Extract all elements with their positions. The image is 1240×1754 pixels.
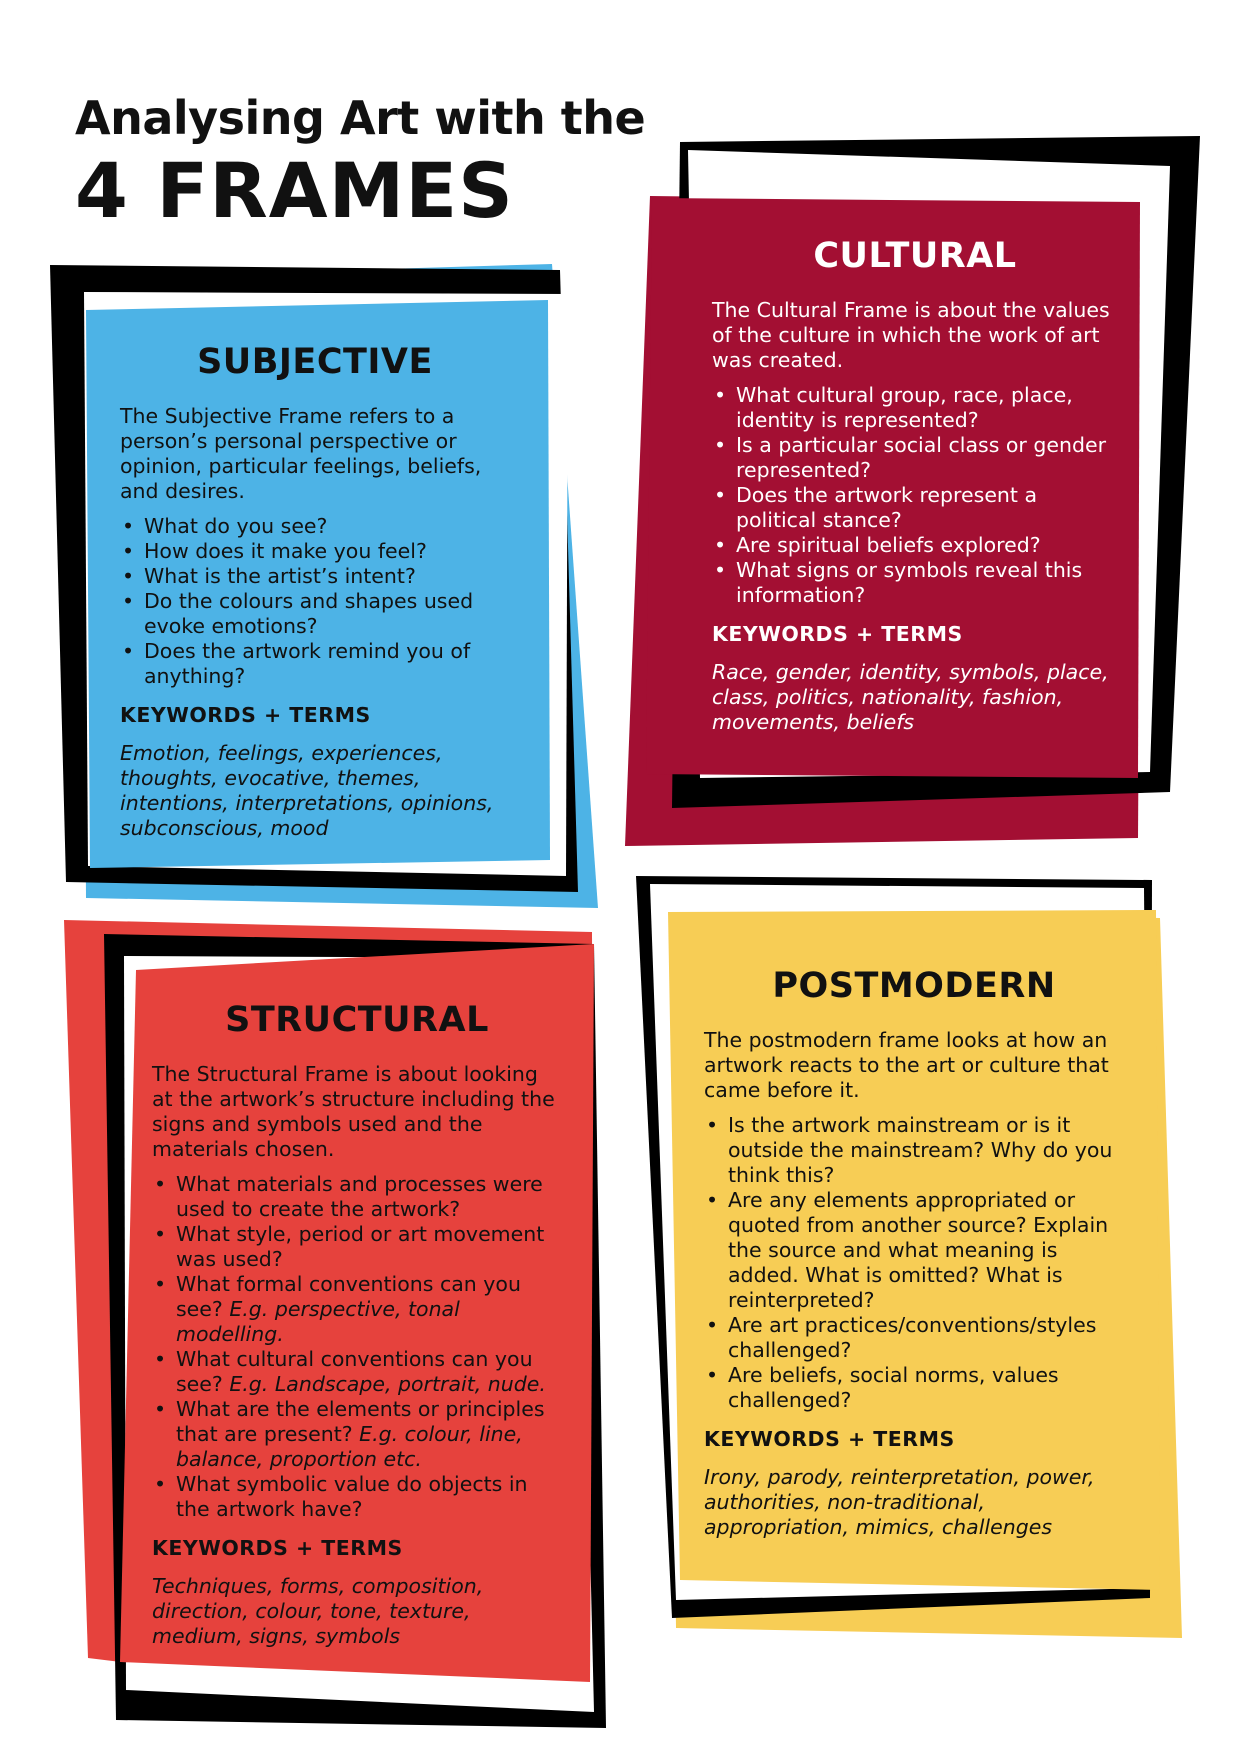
structural-frame	[152, 1000, 562, 1649]
list-item	[152, 1222, 562, 1272]
postmodern-keywords-heading: KEYWORDS + TERMS	[704, 1427, 955, 1451]
postmodern-heading: POSTMODERN	[772, 966, 1056, 1006]
list-item: • Are spiritual beliefs explored?	[712, 533, 1118, 558]
question-text: What style, period or art movement was used?	[176, 1222, 545, 1271]
list-item: • How does it make you feel?	[120, 539, 510, 564]
postmodern-keywords: Irony, parody, reinterpretation, power, authorities, non-traditional, appropriation, mimics, challenges	[704, 1465, 1095, 1539]
list-item: • What is the artist’s intent?	[120, 564, 510, 589]
title-line-2: 4 FRAMES	[75, 146, 514, 235]
list-item: • Are beliefs, social norms, values challenged?	[704, 1363, 1124, 1413]
list-item	[152, 1472, 562, 1522]
list-item	[152, 1397, 562, 1472]
structural-description: The Structural Frame is about looking at the artwork’s structure including the signs and symbols used and the materials chosen.	[152, 1062, 555, 1161]
subjective-keywords: Emotion, feelings, experiences, thoughts, evocative, themes, intentions, interpretations, opinions, subconscious, mood	[120, 741, 494, 840]
cultural-description: The Cultural Frame is about the values of the culture in which the work of art was created.	[712, 298, 1110, 372]
list-item	[152, 1347, 562, 1397]
list-item: • What cultural group, race, place, identity is represented?	[712, 383, 1118, 433]
list-item: • Are art practices/conventions/styles challenged?	[704, 1313, 1124, 1363]
question-text: What cultural conventions can you see?	[176, 1347, 533, 1396]
list-item	[152, 1272, 562, 1347]
question-example: E.g. Landscape, portrait, nude.	[229, 1372, 546, 1396]
question-example: E.g. colour, line, balance, proportion etc.	[176, 1422, 523, 1471]
structural-heading: STRUCTURAL	[225, 1000, 489, 1040]
subjective-frame	[120, 342, 510, 841]
cultural-keywords: Race, gender, identity, symbols, place, class, politics, nationality, fashion, movements, beliefs	[712, 660, 1109, 734]
question-text: What formal conventions can you see?	[176, 1272, 521, 1321]
cultural-frame	[712, 236, 1118, 735]
list-item: • Do the colours and shapes used evoke emotions?	[120, 589, 510, 639]
question-text: What materials and processes were used to create the artwork?	[176, 1172, 543, 1221]
list-item: • Is a particular social class or gender represented?	[712, 433, 1118, 483]
postmodern-description: The postmodern frame looks at how an artwork reacts to the art or culture that came before it.	[704, 1028, 1109, 1102]
question-text: What symbolic value do objects in the artwork have?	[176, 1472, 528, 1521]
list-item: • Is the artwork mainstream or is it outside the mainstream? Why do you think this?	[704, 1113, 1124, 1188]
cultural-question-list	[712, 383, 1118, 608]
list-item: • What do you see?	[120, 514, 510, 539]
list-item: • What signs or symbols reveal this information?	[712, 558, 1118, 608]
postmodern-question-list	[704, 1113, 1124, 1413]
list-item: • Are any elements appropriated or quoted from another source? Explain the source and what meaning is added. What is omitted? What is reinterpreted?	[704, 1188, 1124, 1313]
cultural-keywords-heading: KEYWORDS + TERMS	[712, 622, 963, 646]
postmodern-frame	[704, 966, 1124, 1540]
structural-question-list	[152, 1172, 562, 1522]
list-item: • Does the artwork remind you of anything?	[120, 639, 510, 689]
cultural-heading: CULTURAL	[813, 236, 1017, 276]
list-item	[152, 1172, 562, 1222]
structural-keywords: Techniques, forms, composition, direction, colour, tone, texture, medium, signs, symbols	[152, 1574, 484, 1648]
question-example: E.g. perspective, tonal modelling.	[176, 1297, 460, 1346]
subjective-keywords-heading: KEYWORDS + TERMS	[120, 703, 371, 727]
subjective-heading: SUBJECTIVE	[197, 342, 433, 382]
subjective-question-list	[120, 514, 510, 689]
subjective-description: The Subjective Frame refers to a person’s personal perspective or opinion, particular feelings, beliefs, and desires.	[120, 404, 482, 503]
structural-keywords-heading: KEYWORDS + TERMS	[152, 1536, 403, 1560]
question-text: What are the elements or principles that are present?	[176, 1397, 545, 1446]
title-line-1: Analysing Art with the	[75, 91, 646, 145]
list-item: • Does the artwork represent a political stance?	[712, 483, 1118, 533]
